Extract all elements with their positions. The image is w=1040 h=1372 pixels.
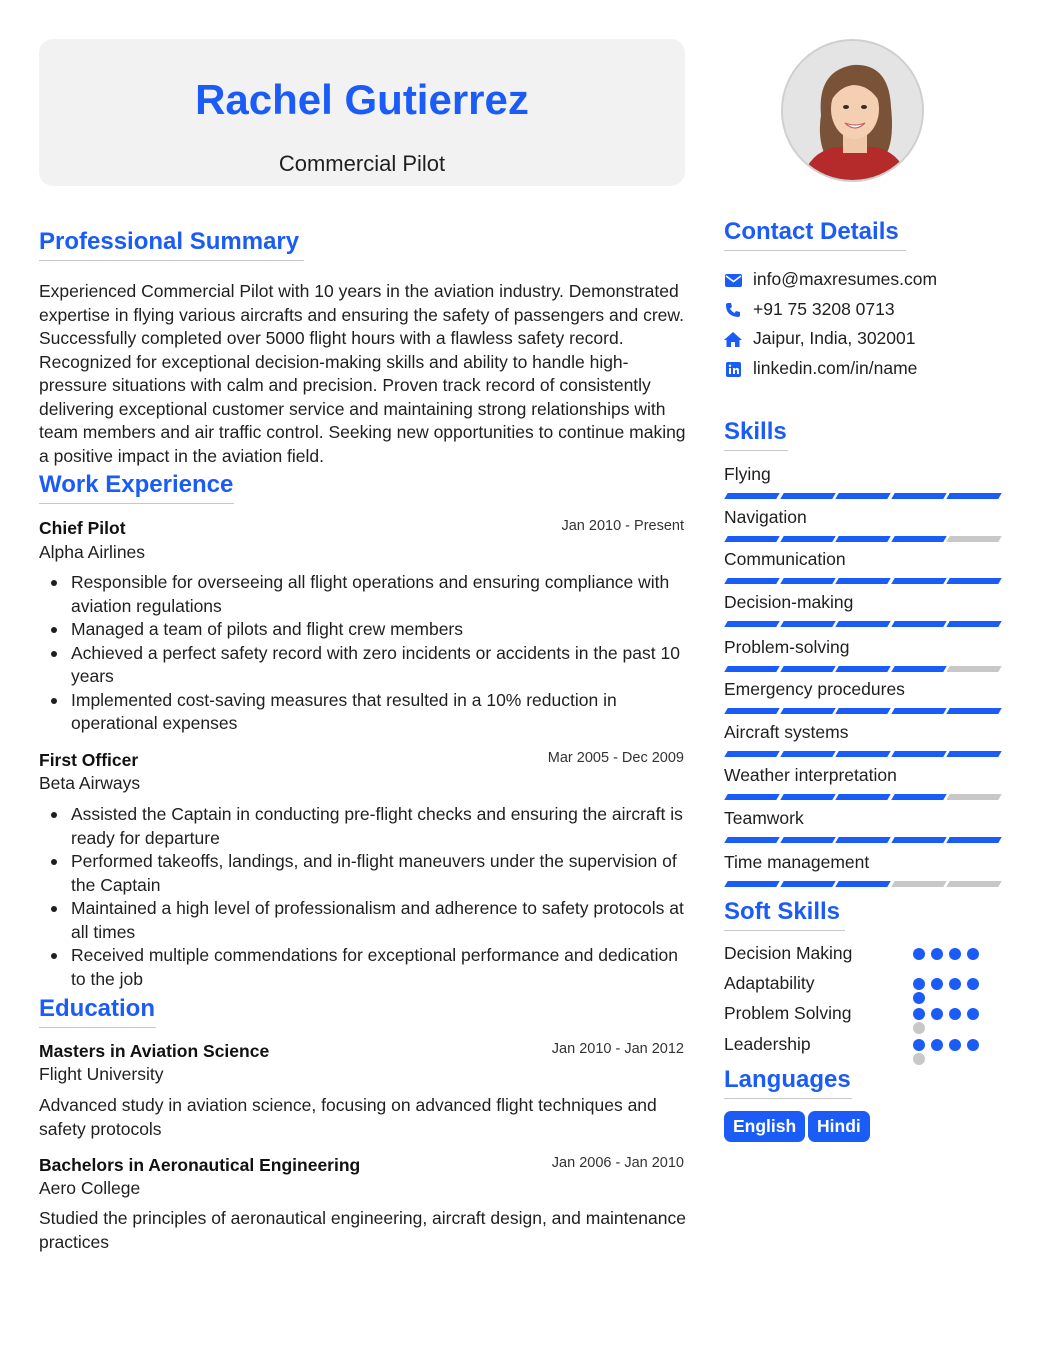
skill-level-segment bbox=[780, 493, 835, 499]
rating-dot bbox=[931, 978, 943, 990]
skill-level-segment bbox=[835, 751, 890, 757]
soft-skill-label: Adaptability bbox=[724, 973, 815, 993]
contact-email[interactable] bbox=[724, 269, 937, 291]
skill-level-bar bbox=[726, 751, 1000, 757]
edu-2-degree: Bachelors in Aeronautical Engineering bbox=[39, 1155, 361, 1175]
job-title: Commercial Pilot bbox=[278, 151, 446, 176]
list-item: Implemented cost-saving measures that resulted in a 10% reduction in operational expenses bbox=[39, 689, 689, 736]
contact-phone[interactable] bbox=[724, 299, 895, 321]
rating-dot bbox=[913, 978, 925, 990]
skill-level-segment bbox=[835, 536, 890, 542]
skill-level-segment bbox=[724, 493, 779, 499]
rating-dot bbox=[913, 948, 925, 960]
skill-level-segment bbox=[835, 666, 890, 672]
job-1-title: Chief Pilot bbox=[39, 518, 126, 538]
skill-level-segment bbox=[947, 708, 1002, 714]
soft-skill-label: Decision Making bbox=[724, 943, 853, 963]
job-2-title: First Officer bbox=[39, 750, 139, 770]
skill-level-segment bbox=[835, 493, 890, 499]
section-title-languages: Languages bbox=[724, 1068, 852, 1099]
skill-level-segment bbox=[891, 837, 946, 843]
edu-1-degree: Masters in Aviation Science bbox=[39, 1041, 270, 1061]
soft-skill-rating bbox=[913, 948, 983, 960]
rating-dot bbox=[949, 978, 961, 990]
skill-level-segment bbox=[724, 751, 779, 757]
skill-label: Teamwork bbox=[724, 808, 804, 828]
list-item: Responsible for overseeing all flight operations and ensuring compliance with aviation regulations bbox=[39, 571, 689, 618]
skill-level-segment bbox=[835, 794, 890, 800]
skill-level-bar bbox=[726, 578, 1000, 584]
rating-dot bbox=[931, 1008, 943, 1020]
job-1-company: Alpha Airlines bbox=[39, 542, 146, 562]
skill-level-bar bbox=[726, 794, 1000, 800]
rating-dot bbox=[913, 1053, 925, 1065]
skill-level-segment bbox=[891, 578, 946, 584]
rating-dot bbox=[949, 1008, 961, 1020]
skill-level-segment bbox=[947, 881, 1002, 887]
skill-level-segment bbox=[780, 794, 835, 800]
section-title-soft-skills: Soft Skills bbox=[724, 900, 845, 931]
skill-level-segment bbox=[947, 666, 1002, 672]
skill-level-segment bbox=[947, 493, 1002, 499]
skill-level-segment bbox=[780, 881, 835, 887]
skill-level-segment bbox=[835, 881, 890, 887]
skill-level-segment bbox=[780, 708, 835, 714]
edu-1-date: Jan 2010 - Jan 2012 bbox=[551, 1041, 684, 1057]
skill-level-segment bbox=[891, 751, 946, 757]
skill-level-bar bbox=[726, 493, 1000, 499]
rating-dot bbox=[913, 1022, 925, 1034]
skill-level-segment bbox=[724, 881, 779, 887]
phone-icon bbox=[724, 301, 742, 319]
edu-2-date: Jan 2006 - Jan 2010 bbox=[551, 1155, 684, 1171]
soft-skill-rating bbox=[913, 978, 983, 1004]
skill-level-bar bbox=[726, 536, 1000, 542]
skill-level-segment bbox=[947, 837, 1002, 843]
skill-level-segment bbox=[780, 536, 835, 542]
soft-skill-rating bbox=[913, 1008, 983, 1034]
envelope-icon bbox=[724, 271, 742, 289]
edu-2-description: Studied the principles of aeronautical engineering, aircraft design, and maintenance practices bbox=[39, 1208, 686, 1252]
contact-phone-text: +91 75 3208 0713 bbox=[753, 299, 895, 320]
rating-dot bbox=[913, 1008, 925, 1020]
skill-level-segment bbox=[724, 536, 779, 542]
contact-linkedin[interactable] bbox=[724, 358, 917, 380]
soft-skill-label: Problem Solving bbox=[724, 1003, 852, 1023]
skill-level-segment bbox=[947, 621, 1002, 627]
rating-dot bbox=[967, 948, 979, 960]
skill-level-segment bbox=[724, 708, 779, 714]
soft-skill-label: Leadership bbox=[724, 1034, 811, 1054]
contact-email-text: info@maxresumes.com bbox=[753, 269, 938, 290]
skill-level-segment bbox=[835, 578, 890, 584]
skill-level-bar bbox=[726, 881, 1000, 887]
rating-dot bbox=[949, 1039, 961, 1051]
skill-level-segment bbox=[724, 794, 779, 800]
job-2-date: Mar 2005 - Dec 2009 bbox=[547, 750, 684, 766]
linkedin-icon bbox=[724, 360, 742, 378]
job-2-bullets bbox=[39, 803, 689, 991]
skill-level-segment bbox=[724, 621, 779, 627]
skill-level-segment bbox=[780, 621, 835, 627]
rating-dot bbox=[967, 1008, 979, 1020]
skill-level-segment bbox=[780, 837, 835, 843]
skill-level-segment bbox=[724, 578, 779, 584]
section-title-education: Education bbox=[39, 997, 156, 1028]
skill-label: Communication bbox=[724, 549, 846, 569]
list-item: Assisted the Captain in conducting pre-flight checks and ensuring the aircraft is ready for departure bbox=[39, 803, 689, 850]
section-title-experience: Work Experience bbox=[39, 473, 234, 504]
skill-label: Aircraft systems bbox=[724, 722, 849, 742]
rating-dot bbox=[949, 948, 961, 960]
edu-1-description: Advanced study in aviation science, focusing on advanced flight techniques and safety protocols bbox=[39, 1095, 657, 1139]
skill-level-segment bbox=[891, 794, 946, 800]
rating-dot bbox=[913, 1039, 925, 1051]
language-chip: English bbox=[724, 1111, 805, 1142]
skill-level-segment bbox=[780, 578, 835, 584]
skill-label: Flying bbox=[724, 464, 771, 484]
skill-level-segment bbox=[835, 708, 890, 714]
job-2-company: Beta Airways bbox=[39, 773, 141, 793]
header-box bbox=[39, 39, 685, 186]
job-1-date: Jan 2010 - Present bbox=[561, 518, 684, 534]
skill-level-segment bbox=[835, 621, 890, 627]
skill-label: Emergency procedures bbox=[724, 679, 905, 699]
skill-label: Problem-solving bbox=[724, 637, 850, 657]
list-item: Managed a team of pilots and flight crew members bbox=[39, 618, 689, 642]
skill-level-bar bbox=[726, 621, 1000, 627]
skill-label: Navigation bbox=[724, 507, 807, 527]
skill-level-bar bbox=[726, 666, 1000, 672]
language-chip: Hindi bbox=[808, 1111, 870, 1142]
skill-level-segment bbox=[947, 578, 1002, 584]
skill-level-segment bbox=[780, 666, 835, 672]
skill-label: Weather interpretation bbox=[724, 765, 897, 785]
list-item: Achieved a perfect safety record with zero incidents or accidents in the past 10 years bbox=[39, 642, 689, 689]
section-title-summary: Professional Summary bbox=[39, 230, 304, 261]
list-item: Maintained a high level of professionalism and adherence to safety protocols at all times bbox=[39, 897, 689, 944]
home-icon bbox=[724, 330, 742, 348]
skill-label: Decision-making bbox=[724, 592, 854, 612]
skill-level-bar bbox=[726, 708, 1000, 714]
edu-2-school: Aero College bbox=[39, 1178, 141, 1198]
skill-level-bar bbox=[726, 837, 1000, 843]
profile-photo bbox=[781, 39, 924, 182]
edu-1-school: Flight University bbox=[39, 1064, 164, 1084]
job-1-bullets bbox=[39, 571, 689, 736]
candidate-name: Rachel Gutierrez bbox=[195, 76, 529, 123]
skill-label: Time management bbox=[724, 852, 870, 872]
section-title-skills: Skills bbox=[724, 420, 788, 451]
skill-level-segment bbox=[891, 708, 946, 714]
skill-level-segment bbox=[947, 794, 1002, 800]
contact-address-text: Jaipur, India, 302001 bbox=[753, 328, 916, 349]
skill-level-segment bbox=[724, 666, 779, 672]
soft-skill-rating bbox=[913, 1039, 983, 1065]
skill-level-segment bbox=[780, 751, 835, 757]
rating-dot bbox=[967, 1039, 979, 1051]
skill-level-segment bbox=[891, 536, 946, 542]
skill-level-segment bbox=[891, 666, 946, 672]
section-title-contact: Contact Details bbox=[724, 220, 906, 251]
summary-text: Experienced Commercial Pilot with 10 years in the aviation industry. Demonstrated expertise in flying various aircrafts and ensuring the safety of passengers and crew. Successfully completed over 5000 flight hours with a flawless safety record. Recognized for exceptional decision-making skills and ability to handle high-pressure situations with calm and precision. Proven track record of consistently delivering exceptional customer service and maintaining strong relationships with team members and air traffic control. Seeking new opportunities to continue making a positive impact in the aviation field. bbox=[39, 281, 686, 466]
list-item: Performed takeoffs, landings, and in-flight maneuvers under the supervision of the Captain bbox=[39, 850, 689, 897]
skill-level-segment bbox=[947, 536, 1002, 542]
skill-level-segment bbox=[835, 837, 890, 843]
contact-linkedin-text: linkedin.com/in/name bbox=[753, 358, 918, 379]
rating-dot bbox=[931, 1039, 943, 1051]
skill-level-segment bbox=[724, 837, 779, 843]
list-item: Received multiple commendations for exceptional performance and dedication to the job bbox=[39, 944, 689, 991]
contact-address bbox=[724, 328, 916, 350]
skill-level-segment bbox=[891, 621, 946, 627]
skill-level-segment bbox=[891, 493, 946, 499]
rating-dot bbox=[913, 992, 925, 1004]
rating-dot bbox=[931, 948, 943, 960]
skill-level-segment bbox=[947, 751, 1002, 757]
skill-level-segment bbox=[891, 881, 946, 887]
rating-dot bbox=[967, 978, 979, 990]
